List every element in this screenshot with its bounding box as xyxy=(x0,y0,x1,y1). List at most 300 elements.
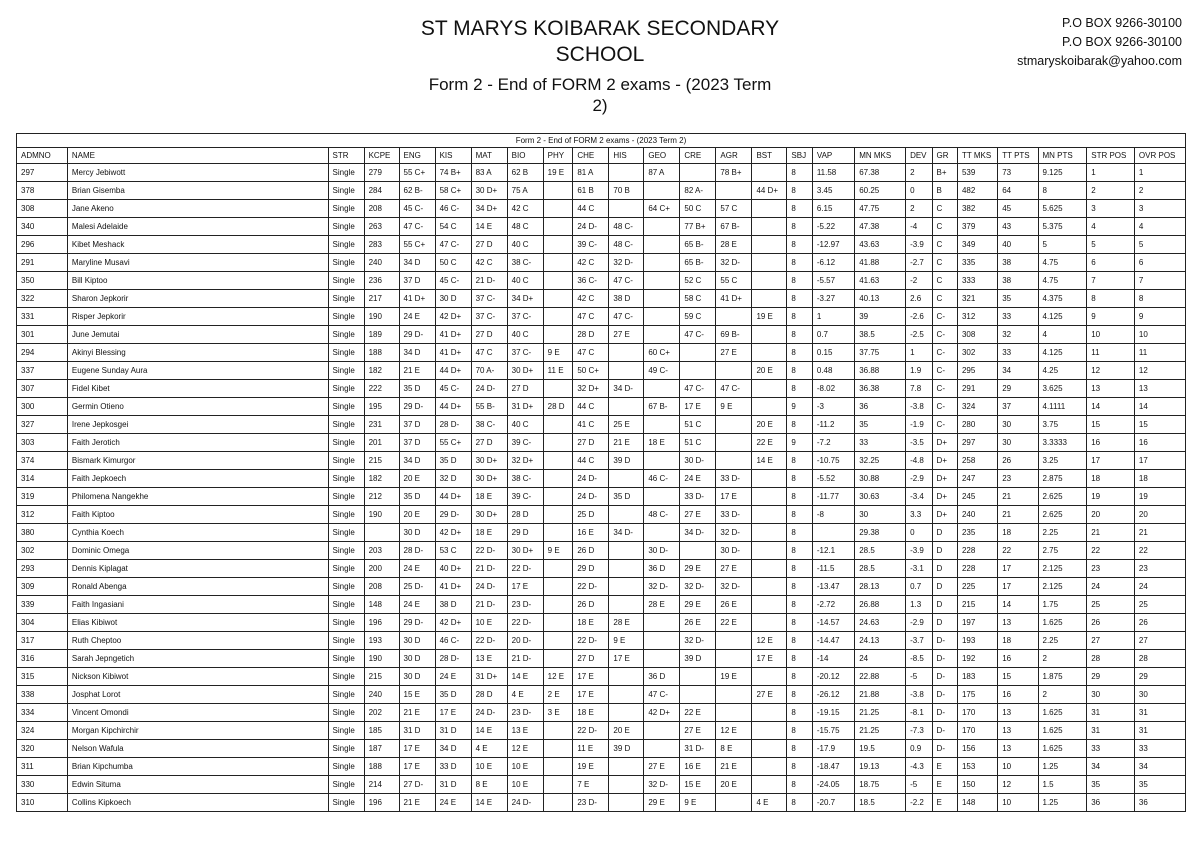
table-cell-gr: D xyxy=(932,524,957,542)
table-cell-bio: 32 D+ xyxy=(507,452,543,470)
table-cell-mn-pts: 2.25 xyxy=(1038,632,1087,650)
table-cell-admno: 317 xyxy=(17,632,68,650)
table-cell-cre: 39 D xyxy=(680,650,716,668)
table-cell-geo: 18 E xyxy=(644,434,680,452)
column-header-tt-mks: TT MKS xyxy=(957,148,997,164)
school-name-line2: SCHOOL xyxy=(555,43,645,66)
table-cell-admno: 309 xyxy=(17,578,68,596)
table-cell-kis: 42 D+ xyxy=(435,614,471,632)
table-cell-mn-pts: 2.25 xyxy=(1038,524,1087,542)
table-cell-gr: B xyxy=(932,182,957,200)
table-cell-admno: 350 xyxy=(17,272,68,290)
table-cell-ovr-pos: 36 xyxy=(1134,794,1185,812)
table-cell-vap: -12.97 xyxy=(812,236,854,254)
table-cell-gr: D- xyxy=(932,650,957,668)
table-cell-phy xyxy=(543,200,573,218)
table-cell-str-pos: 10 xyxy=(1087,326,1135,344)
table-cell-gr: C xyxy=(932,272,957,290)
table-cell-mn-pts: 1.75 xyxy=(1038,596,1087,614)
table-cell-mn-pts: 3.625 xyxy=(1038,380,1087,398)
table-cell-vap: -15.75 xyxy=(812,722,854,740)
column-header-sbj: SBJ xyxy=(787,148,812,164)
table-cell-kis: 42 D+ xyxy=(435,524,471,542)
table-cell-vap: -8.02 xyxy=(812,380,854,398)
table-cell-cre: 82 A- xyxy=(680,182,716,200)
table-cell-ovr-pos: 21 xyxy=(1134,524,1185,542)
table-cell-agr xyxy=(716,434,752,452)
table-cell-bio: 10 E xyxy=(507,776,543,794)
table-cell-cre: 77 B+ xyxy=(680,218,716,236)
table-cell-mn-mks: 24.13 xyxy=(855,632,906,650)
table-cell-cre: 50 C xyxy=(680,200,716,218)
table-cell-sbj: 8 xyxy=(787,470,812,488)
table-cell-name: Ruth Cheptoo xyxy=(67,632,328,650)
table-cell-cre: 24 E xyxy=(680,470,716,488)
table-cell-vap: -26.12 xyxy=(812,686,854,704)
table-cell-che: 42 C xyxy=(573,290,609,308)
table-cell-tt-pts: 16 xyxy=(998,686,1038,704)
table-cell-his: 48 C- xyxy=(609,236,644,254)
table-cell-his xyxy=(609,200,644,218)
table-cell-bst xyxy=(752,380,787,398)
table-cell-vap: -7.2 xyxy=(812,434,854,452)
table-cell-ovr-pos: 27 xyxy=(1134,632,1185,650)
table-cell-eng: 34 D xyxy=(399,254,435,272)
table-cell-name: Cynthia Koech xyxy=(67,524,328,542)
table-cell-his xyxy=(609,344,644,362)
table-cell-sbj: 8 xyxy=(787,794,812,812)
table-cell-agr xyxy=(716,650,752,668)
table-cell-name: Germin Otieno xyxy=(67,398,328,416)
table-cell-che: 29 D xyxy=(573,560,609,578)
table-cell-mn-mks: 32.25 xyxy=(855,452,906,470)
table-cell-mn-mks: 60.25 xyxy=(855,182,906,200)
table-cell-str: Single xyxy=(328,326,364,344)
table-cell-mn-pts: 2.125 xyxy=(1038,578,1087,596)
table-cell-vap: -12.1 xyxy=(812,542,854,560)
table-cell-geo: 42 D+ xyxy=(644,704,680,722)
table-cell-kcpe: 212 xyxy=(364,488,399,506)
table-cell-admno: 374 xyxy=(17,452,68,470)
table-cell-agr xyxy=(716,794,752,812)
table-cell-bst xyxy=(752,200,787,218)
table-cell-kcpe: 263 xyxy=(364,218,399,236)
table-cell-mat: 4 E xyxy=(471,740,507,758)
table-cell-tt-pts: 21 xyxy=(998,506,1038,524)
table-cell-mn-pts: 2.125 xyxy=(1038,560,1087,578)
table-cell-agr xyxy=(716,182,752,200)
table-cell-his: 20 E xyxy=(609,722,644,740)
table-cell-sbj: 8 xyxy=(787,254,812,272)
table-cell-vap: -13.47 xyxy=(812,578,854,596)
table-cell-tt-pts: 10 xyxy=(998,794,1038,812)
table-cell-tt-pts: 18 xyxy=(998,524,1038,542)
table-cell-sbj: 8 xyxy=(787,416,812,434)
table-cell-dev: -4 xyxy=(906,218,932,236)
table-cell-kis: 24 E xyxy=(435,794,471,812)
table-cell-tt-mks: 153 xyxy=(957,758,997,776)
table-cell-admno: 315 xyxy=(17,668,68,686)
table-cell-kis: 44 D+ xyxy=(435,398,471,416)
table-cell-name: Faith Jepkoech xyxy=(67,470,328,488)
table-cell-bst xyxy=(752,722,787,740)
table-cell-agr: 26 E xyxy=(716,596,752,614)
table-cell-eng: 41 D+ xyxy=(399,290,435,308)
table-cell-str-pos: 5 xyxy=(1087,236,1135,254)
table-cell-mn-pts: 5 xyxy=(1038,236,1087,254)
table-cell-mn-pts: 2.75 xyxy=(1038,542,1087,560)
table-cell-str: Single xyxy=(328,740,364,758)
table-cell-agr: 8 E xyxy=(716,740,752,758)
table-cell-mn-pts: 4.75 xyxy=(1038,254,1087,272)
table-cell-admno: 291 xyxy=(17,254,68,272)
table-cell-dev: -2.9 xyxy=(906,614,932,632)
table-cell-dev: 1.3 xyxy=(906,596,932,614)
table-row xyxy=(17,758,1186,776)
table-cell-tt-mks: 482 xyxy=(957,182,997,200)
table-cell-agr xyxy=(716,308,752,326)
table-cell-vap: 0.48 xyxy=(812,362,854,380)
table-cell-kcpe: 240 xyxy=(364,686,399,704)
table-cell-tt-mks: 215 xyxy=(957,596,997,614)
table-cell-cre: 27 E xyxy=(680,722,716,740)
table-cell-tt-mks: 349 xyxy=(957,236,997,254)
table-cell-his: 25 E xyxy=(609,416,644,434)
table-cell-eng: 21 E xyxy=(399,704,435,722)
table-cell-mat: 18 E xyxy=(471,524,507,542)
table-cell-che: 19 E xyxy=(573,758,609,776)
table-cell-dev: -3.5 xyxy=(906,434,932,452)
table-cell-name: Sharon Jepkorir xyxy=(67,290,328,308)
table-cell-tt-pts: 34 xyxy=(998,362,1038,380)
table-cell-str: Single xyxy=(328,218,364,236)
table-cell-bst: 27 E xyxy=(752,686,787,704)
table-cell-geo xyxy=(644,290,680,308)
table-cell-kcpe: 231 xyxy=(364,416,399,434)
table-cell-his xyxy=(609,362,644,380)
table-cell-agr: 78 B+ xyxy=(716,164,752,182)
table-cell-vap: -14.47 xyxy=(812,632,854,650)
table-cell-mat: 8 E xyxy=(471,776,507,794)
table-cell-tt-mks: 183 xyxy=(957,668,997,686)
table-cell-cre: 32 D- xyxy=(680,632,716,650)
table-cell-agr: 67 B- xyxy=(716,218,752,236)
table-cell-mn-mks: 19.13 xyxy=(855,758,906,776)
table-cell-str: Single xyxy=(328,578,364,596)
table-cell-kis: 31 D xyxy=(435,776,471,794)
table-cell-ovr-pos: 28 xyxy=(1134,650,1185,668)
table-cell-vap: -5.57 xyxy=(812,272,854,290)
table-cell-geo: 36 D xyxy=(644,668,680,686)
table-cell-bst xyxy=(752,164,787,182)
table-cell-ovr-pos: 23 xyxy=(1134,560,1185,578)
table-cell-mn-pts: 9.125 xyxy=(1038,164,1087,182)
table-cell-admno: 294 xyxy=(17,344,68,362)
table-cell-ovr-pos: 19 xyxy=(1134,488,1185,506)
table-cell-cre: 51 C xyxy=(680,416,716,434)
table-row xyxy=(17,164,1186,182)
table-cell-geo xyxy=(644,650,680,668)
table-cell-his: 39 D xyxy=(609,740,644,758)
exam-title-line1: Form 2 - End of FORM 2 exams - (2023 Term xyxy=(428,75,772,94)
table-cell-str: Single xyxy=(328,236,364,254)
table-cell-mat: 24 D- xyxy=(471,704,507,722)
table-cell-admno: 310 xyxy=(17,794,68,812)
table-cell-dev: -4.3 xyxy=(906,758,932,776)
table-cell-name: Irene Jepkosgei xyxy=(67,416,328,434)
table-row xyxy=(17,182,1186,200)
table-cell-tt-mks: 302 xyxy=(957,344,997,362)
table-cell-dev: -1.9 xyxy=(906,416,932,434)
table-cell-eng: 15 E xyxy=(399,686,435,704)
table-row xyxy=(17,722,1186,740)
table-cell-che: 24 D- xyxy=(573,218,609,236)
table-cell-geo: 87 A xyxy=(644,164,680,182)
table-cell-name: Faith Ingasiani xyxy=(67,596,328,614)
table-cell-eng: 30 D xyxy=(399,650,435,668)
table-cell-cre xyxy=(680,542,716,560)
table-cell-dev: -8.5 xyxy=(906,650,932,668)
table-cell-sbj: 8 xyxy=(787,236,812,254)
table-cell-tt-mks: 240 xyxy=(957,506,997,524)
table-cell-dev: -3.7 xyxy=(906,632,932,650)
table-cell-dev: -3.4 xyxy=(906,488,932,506)
table-cell-bio: 37 C- xyxy=(507,344,543,362)
table-cell-tt-mks: 225 xyxy=(957,578,997,596)
table-cell-kis: 35 D xyxy=(435,452,471,470)
table-cell-bio: 23 D- xyxy=(507,704,543,722)
table-cell-cre xyxy=(680,668,716,686)
table-cell-agr: 69 B- xyxy=(716,326,752,344)
table-cell-tt-pts: 64 xyxy=(998,182,1038,200)
table-cell-admno: 338 xyxy=(17,686,68,704)
table-cell-bio: 28 D xyxy=(507,506,543,524)
table-cell-str: Single xyxy=(328,794,364,812)
table-cell-phy xyxy=(543,776,573,794)
table-cell-vap: -6.12 xyxy=(812,254,854,272)
table-cell-sbj: 8 xyxy=(787,758,812,776)
table-cell-mn-pts: 8 xyxy=(1038,182,1087,200)
table-cell-sbj: 8 xyxy=(787,308,812,326)
table-cell-eng: 20 E xyxy=(399,470,435,488)
table-cell-eng: 35 D xyxy=(399,380,435,398)
table-cell-his: 35 D xyxy=(609,488,644,506)
table-cell-mat: 22 D- xyxy=(471,632,507,650)
table-cell-kcpe: 190 xyxy=(364,506,399,524)
table-cell-str-pos: 3 xyxy=(1087,200,1135,218)
table-cell-tt-pts: 23 xyxy=(998,470,1038,488)
table-cell-tt-pts: 30 xyxy=(998,416,1038,434)
table-cell-str: Single xyxy=(328,632,364,650)
table-cell-bio: 40 C xyxy=(507,272,543,290)
table-cell-geo: 64 C+ xyxy=(644,200,680,218)
table-cell-che: 11 E xyxy=(573,740,609,758)
table-cell-mat: 21 D- xyxy=(471,560,507,578)
table-cell-ovr-pos: 6 xyxy=(1134,254,1185,272)
table-cell-tt-mks: 235 xyxy=(957,524,997,542)
table-cell-dev: 1.9 xyxy=(906,362,932,380)
table-cell-gr: D- xyxy=(932,740,957,758)
table-cell-str-pos: 13 xyxy=(1087,380,1135,398)
table-cell-mat: 38 C- xyxy=(471,416,507,434)
table-cell-cre: 65 B- xyxy=(680,254,716,272)
table-cell-admno: 308 xyxy=(17,200,68,218)
table-cell-bst xyxy=(752,488,787,506)
table-cell-gr: D+ xyxy=(932,452,957,470)
table-cell-sbj: 8 xyxy=(787,344,812,362)
table-cell-tt-mks: 321 xyxy=(957,290,997,308)
table-cell-bio: 13 E xyxy=(507,722,543,740)
table-cell-str-pos: 30 xyxy=(1087,686,1135,704)
table-cell-tt-mks: 193 xyxy=(957,632,997,650)
table-cell-che: 28 D xyxy=(573,326,609,344)
table-cell-str-pos: 29 xyxy=(1087,668,1135,686)
table-cell-str-pos: 15 xyxy=(1087,416,1135,434)
table-cell-dev: 2 xyxy=(906,200,932,218)
table-cell-eng: 24 E xyxy=(399,560,435,578)
table-cell-sbj: 8 xyxy=(787,578,812,596)
table-cell-bio: 10 E xyxy=(507,758,543,776)
table-cell-che: 50 C+ xyxy=(573,362,609,380)
table-cell-vap: -10.75 xyxy=(812,452,854,470)
table-body xyxy=(17,164,1186,812)
table-cell-kis: 33 D xyxy=(435,758,471,776)
table-cell-tt-pts: 12 xyxy=(998,776,1038,794)
table-cell-cre xyxy=(680,362,716,380)
table-cell-kis: 50 C xyxy=(435,254,471,272)
table-cell-che: 44 C xyxy=(573,398,609,416)
table-row xyxy=(17,218,1186,236)
table-cell-bst xyxy=(752,272,787,290)
table-cell-phy: 2 E xyxy=(543,686,573,704)
table-cell-gr: C xyxy=(932,290,957,308)
table-cell-bst xyxy=(752,470,787,488)
table-cell-phy xyxy=(543,560,573,578)
table-cell-ovr-pos: 30 xyxy=(1134,686,1185,704)
table-cell-str: Single xyxy=(328,416,364,434)
table-cell-admno: 340 xyxy=(17,218,68,236)
table-cell-tt-pts: 22 xyxy=(998,542,1038,560)
table-cell-tt-mks: 291 xyxy=(957,380,997,398)
table-cell-phy: 12 E xyxy=(543,668,573,686)
table-cell-gr: C- xyxy=(932,362,957,380)
table-cell-mn-mks: 39 xyxy=(855,308,906,326)
po-box-1: P.O BOX 9266-30100 xyxy=(1062,16,1182,30)
table-cell-gr: C- xyxy=(932,344,957,362)
table-cell-mn-mks: 18.5 xyxy=(855,794,906,812)
table-cell-vap: -11.2 xyxy=(812,416,854,434)
table-cell-eng: 21 E xyxy=(399,362,435,380)
table-cell-str: Single xyxy=(328,506,364,524)
table-cell-agr: 57 C xyxy=(716,200,752,218)
table-cell-mn-mks: 21.25 xyxy=(855,704,906,722)
table-cell-name: June Jemutai xyxy=(67,326,328,344)
table-cell-che: 27 D xyxy=(573,434,609,452)
table-cell-agr: 30 D- xyxy=(716,542,752,560)
table-cell-vap: -11.77 xyxy=(812,488,854,506)
table-cell-bst xyxy=(752,740,787,758)
table-cell-mat: 30 D+ xyxy=(471,470,507,488)
table-cell-name: Nickson Kibiwot xyxy=(67,668,328,686)
table-cell-his: 70 B xyxy=(609,182,644,200)
table-cell-che: 47 C xyxy=(573,344,609,362)
table-cell-str: Single xyxy=(328,200,364,218)
table-cell-tt-pts: 17 xyxy=(998,578,1038,596)
table-cell-kcpe: 217 xyxy=(364,290,399,308)
table-cell-admno: 334 xyxy=(17,704,68,722)
column-header-tt-pts: TT PTS xyxy=(998,148,1038,164)
table-cell-kis: 28 D- xyxy=(435,650,471,668)
contact-block xyxy=(1017,14,1182,71)
table-cell-gr: E xyxy=(932,794,957,812)
table-cell-kis: 47 C- xyxy=(435,236,471,254)
table-cell-str-pos: 11 xyxy=(1087,344,1135,362)
table-cell-kcpe: 222 xyxy=(364,380,399,398)
table-cell-kcpe: 188 xyxy=(364,344,399,362)
table-cell-gr: D- xyxy=(932,704,957,722)
table-cell-phy xyxy=(543,488,573,506)
table-cell-geo: 47 C- xyxy=(644,686,680,704)
table-cell-phy xyxy=(543,758,573,776)
table-cell-ovr-pos: 14 xyxy=(1134,398,1185,416)
school-name xyxy=(380,16,820,68)
table-cell-gr: D+ xyxy=(932,506,957,524)
table-cell-admno: 307 xyxy=(17,380,68,398)
table-cell-sbj: 8 xyxy=(787,614,812,632)
table-cell-mn-pts: 4.75 xyxy=(1038,272,1087,290)
column-header-mn-pts: MN PTS xyxy=(1038,148,1087,164)
table-cell-str: Single xyxy=(328,650,364,668)
table-cell-mat: 27 D xyxy=(471,326,507,344)
table-cell-kis: 29 D- xyxy=(435,506,471,524)
table-cell-kis: 42 D+ xyxy=(435,308,471,326)
column-header-bst: BST xyxy=(752,148,787,164)
table-cell-his xyxy=(609,758,644,776)
table-cell-mat: 37 C- xyxy=(471,290,507,308)
table-cell-cre: 59 C xyxy=(680,308,716,326)
table-cell-che: 26 D xyxy=(573,542,609,560)
table-cell-mn-pts: 3.3333 xyxy=(1038,434,1087,452)
column-header-his: HIS xyxy=(609,148,644,164)
table-cell-cre xyxy=(680,686,716,704)
table-cell-kcpe: 236 xyxy=(364,272,399,290)
table-cell-eng: 24 E xyxy=(399,596,435,614)
table-cell-name: Vincent Omondi xyxy=(67,704,328,722)
table-cell-admno: 319 xyxy=(17,488,68,506)
table-cell-gr: C- xyxy=(932,416,957,434)
table-cell-sbj: 8 xyxy=(787,452,812,470)
table-cell-eng: 29 D- xyxy=(399,398,435,416)
table-row xyxy=(17,416,1186,434)
table-cell-kis: 41 D+ xyxy=(435,326,471,344)
table-cell-ovr-pos: 4 xyxy=(1134,218,1185,236)
table-cell-bst xyxy=(752,524,787,542)
table-cell-bio: 62 B xyxy=(507,164,543,182)
table-cell-tt-pts: 17 xyxy=(998,560,1038,578)
table-cell-tt-pts: 13 xyxy=(998,740,1038,758)
table-cell-name: Kibet Meshack xyxy=(67,236,328,254)
table-cell-sbj: 8 xyxy=(787,596,812,614)
table-cell-str: Single xyxy=(328,542,364,560)
table-cell-vap: 3.45 xyxy=(812,182,854,200)
table-cell-bio: 20 D- xyxy=(507,632,543,650)
table-cell-phy xyxy=(543,650,573,668)
table-cell-geo xyxy=(644,614,680,632)
table-cell-cre: 32 D- xyxy=(680,578,716,596)
table-cell-mn-mks: 18.75 xyxy=(855,776,906,794)
table-cell-sbj: 8 xyxy=(787,290,812,308)
table-cell-kcpe: 208 xyxy=(364,200,399,218)
